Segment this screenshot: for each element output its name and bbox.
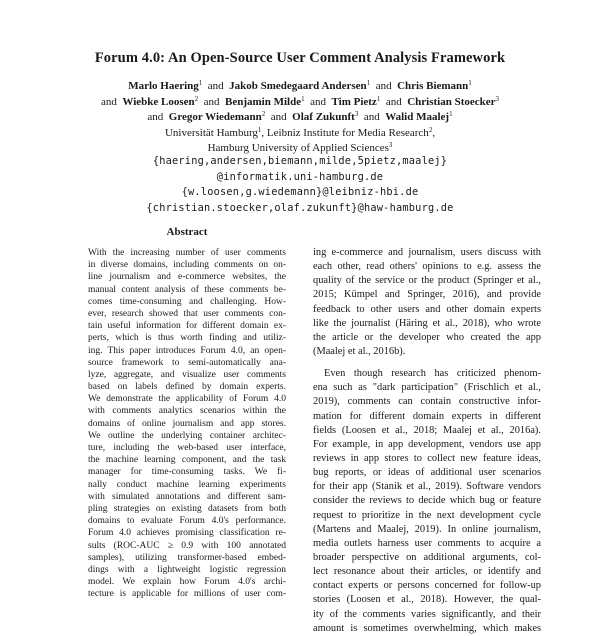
abstract-line: lyze, aggregate, and visualize user comments bbox=[88, 369, 286, 380]
paragraph-spacer bbox=[313, 359, 541, 367]
author-affiliation-mark: 1 bbox=[366, 79, 371, 87]
author-conjunction: and bbox=[385, 95, 402, 108]
abstract-line: perts, which is thus worth finding and utiliz- bbox=[88, 333, 286, 344]
body-line: ing e-commerce and journalism, users discuss with bbox=[313, 247, 541, 258]
abstract-line: tain useful information for different domain ex- bbox=[88, 321, 286, 332]
author-affiliation-mark: 1 bbox=[449, 110, 453, 118]
author-affiliation-mark: 1 bbox=[301, 94, 305, 103]
body-line: media outlets harness user comments to acquire a bbox=[313, 537, 541, 549]
body-line: (Martens and Maalej, 2019). In online journalism, bbox=[313, 523, 541, 535]
author-name: Christian Stoecker bbox=[407, 95, 496, 108]
abstract-line: nally conduct machine learning experiments bbox=[88, 479, 286, 490]
body-line: each other, read others' opinions to e.g. assess the bbox=[313, 261, 541, 273]
abstract-column bbox=[88, 226, 286, 600]
body-column bbox=[313, 246, 541, 636]
abstract-line: with comments analytics scenarios within the bbox=[88, 406, 286, 417]
author-conjunction: and bbox=[375, 80, 392, 92]
author-conjunction: and bbox=[207, 80, 224, 92]
abstract-line: Forum 4.0 achieves promising classification re- bbox=[88, 528, 286, 539]
author-name: Tim Pietz bbox=[331, 95, 377, 108]
abstract-line: dings with a lightweight logistic regression bbox=[88, 564, 286, 575]
author-affiliation-mark: 3 bbox=[354, 110, 359, 118]
author-name: Benjamin Milde bbox=[225, 95, 302, 108]
author-name: Gregor Wiedemann bbox=[168, 111, 262, 123]
abstract-line: the machine learning component, and the task bbox=[88, 455, 286, 466]
abstract-line: model. We explain how Forum 4.0's archi- bbox=[88, 577, 286, 588]
email-line: @informatik.uni-hamburg.de bbox=[216, 170, 384, 183]
paper-title: Forum 4.0: An Open-Source User Comment Analysis Framework bbox=[94, 50, 506, 66]
body-paragraph-2 bbox=[313, 367, 541, 636]
body-line: like the journalist (Häring et al., 2018), who wrote bbox=[313, 317, 541, 329]
author-affiliation-mark: 2 bbox=[194, 94, 199, 103]
author-affiliation-mark: 2 bbox=[261, 110, 266, 118]
affiliation-mark: 1 bbox=[257, 125, 262, 134]
body-line: For example, in app development, vendors use app bbox=[313, 438, 541, 450]
body-line: ity of the comments varies significantly, and their bbox=[313, 608, 541, 620]
abstract-heading: Abstract bbox=[166, 226, 208, 238]
body-line: consider the reviews to decide which bug or feature bbox=[313, 495, 541, 507]
body-line: contact experts or persons concerned for follow-up bbox=[313, 580, 541, 592]
body-line: broader perspective on additional arguments, col- bbox=[313, 551, 541, 563]
author-block bbox=[0, 79, 600, 157]
affiliation-mark: 3 bbox=[388, 141, 393, 149]
author-affiliation-mark: 1 bbox=[376, 94, 381, 103]
abstract-line: based on labels defined by domain experts. bbox=[88, 382, 286, 393]
abstract-line: ever, research showed that user comments con- bbox=[88, 308, 286, 319]
email-line: {haering,andersen,biemann,milde,5pietz,maalej} bbox=[152, 155, 448, 167]
affiliation-haw: Hamburg University of Applied Sciences bbox=[207, 142, 389, 154]
author-name: Wiebke Loosen bbox=[122, 95, 195, 108]
email-block bbox=[0, 154, 600, 216]
body-line: 2015; Kümpel and Springer, 2016), and provide bbox=[313, 289, 541, 301]
author-affiliation-mark: 3 bbox=[495, 94, 499, 103]
abstract-line: ing. This paper introduces Forum 4.0, an open- bbox=[88, 345, 286, 356]
author-affiliation-mark: 1 bbox=[468, 79, 472, 87]
body-line: reviews in app stores to collect new feature ideas, bbox=[313, 452, 541, 464]
author-conjunction: and bbox=[363, 111, 380, 123]
abstract-line: manager for time-consuming tasks. We fi- bbox=[88, 467, 286, 478]
body-line: bug reports, or ideas of additional user scenarios bbox=[313, 467, 541, 479]
author-line-2 bbox=[0, 95, 600, 111]
body-line: for their app (Stanik et al., 2019). Software vendors bbox=[313, 481, 541, 493]
abstract-line: We demonstrate the applicability of Forum 4.0 bbox=[88, 394, 286, 405]
author-affiliation-mark: 1 bbox=[198, 79, 203, 87]
abstract-line: in diverse domains, including comments on on- bbox=[88, 260, 286, 271]
author-line-3 bbox=[0, 110, 600, 126]
abstract-line: domains to evaluate Forum 4.0's performance. bbox=[88, 516, 286, 527]
author-name: Jakob Smedegaard Andersen bbox=[229, 80, 367, 92]
author-conjunction: and bbox=[270, 111, 287, 123]
author-name: Marlo Haering bbox=[128, 80, 199, 92]
body-line: Even though research has criticized phenom- bbox=[324, 368, 541, 380]
abstract-line: tecture is applicable for millions of user com- bbox=[88, 589, 286, 600]
affiliation-uhh: Universität Hamburg bbox=[164, 126, 258, 139]
author-name: Chris Biemann bbox=[397, 80, 469, 92]
affiliation-mark: 2 bbox=[428, 125, 433, 134]
body-line: 2019), comments can contain constructive infor- bbox=[313, 396, 541, 408]
abstract-line: samples), utilizing transformer-based embed- bbox=[88, 552, 286, 563]
email-line: {christian.stoecker,olaf.zukunft}@haw-hamburg.de bbox=[146, 201, 454, 214]
body-paragraph-1 bbox=[313, 246, 541, 359]
body-line: fields (Loosen et al., 2018; Maalej et al., 2016a). bbox=[313, 424, 541, 436]
body-line: mation for different domain experts in different bbox=[313, 410, 541, 422]
abstract-line: With the increasing number of user comments bbox=[88, 248, 286, 258]
abstract-line: manual content analysis of these comments be- bbox=[88, 284, 286, 295]
abstract-line: We outline the underlying container architec- bbox=[88, 430, 286, 441]
abstract-line: sults (ROC-AUC ≥ 0.9 with 100 annotated bbox=[88, 540, 286, 551]
body-line: stories (Loosen et al., 2018). However, the qual- bbox=[313, 594, 541, 606]
abstract-line: ture, including the web-based user interface, bbox=[88, 443, 286, 453]
abstract-line: domains of online journalism and app stores. bbox=[88, 418, 286, 429]
author-name: Walid Maalej bbox=[385, 111, 450, 123]
body-line: feedback to other users and other domain experts bbox=[313, 303, 541, 315]
affiliation-hbi: Leibniz Institute for Media Research bbox=[266, 126, 429, 139]
affiliation-separator: , bbox=[261, 126, 265, 139]
author-name: Olaf Zukunft bbox=[292, 111, 355, 123]
author-conjunction: and bbox=[203, 95, 220, 108]
body-line: quality of the service or the product (Springer et al., bbox=[313, 275, 541, 287]
abstract-line: with simulated annotations and different sam- bbox=[88, 491, 286, 502]
body-line: ena such as "dark participation" (Frischlich et al., bbox=[313, 382, 541, 394]
body-line: request to prioritize in the next development cycle bbox=[313, 509, 541, 521]
abstract-line: pling strategies on existing datasets from both bbox=[88, 503, 286, 514]
author-conjunction: and bbox=[310, 95, 326, 108]
abstract-line: source framework to semi-automatically ana- bbox=[88, 357, 286, 368]
abstract-body bbox=[88, 247, 286, 600]
body-line: lect resonance about their articles, or identify and bbox=[313, 566, 541, 578]
author-conjunction: and bbox=[147, 111, 164, 123]
abstract-line: comes time-consuming and challenging. How- bbox=[88, 296, 286, 307]
author-line-1 bbox=[0, 79, 600, 95]
body-line: the article or the developer who created the app bbox=[313, 331, 541, 343]
body-line: (Maalej et al., 2016b). bbox=[313, 345, 406, 357]
affiliation-separator: , bbox=[432, 126, 436, 139]
author-conjunction: and bbox=[101, 95, 117, 108]
affiliation-line-1 bbox=[0, 126, 600, 142]
email-line: {w.loosen,g.wiedemann}@leibniz-hbi.de bbox=[181, 186, 419, 199]
body-line: amount is sometimes overwhelming, which makes bbox=[313, 622, 541, 634]
abstract-line: line journalism and e-commerce websites, the bbox=[88, 272, 286, 283]
